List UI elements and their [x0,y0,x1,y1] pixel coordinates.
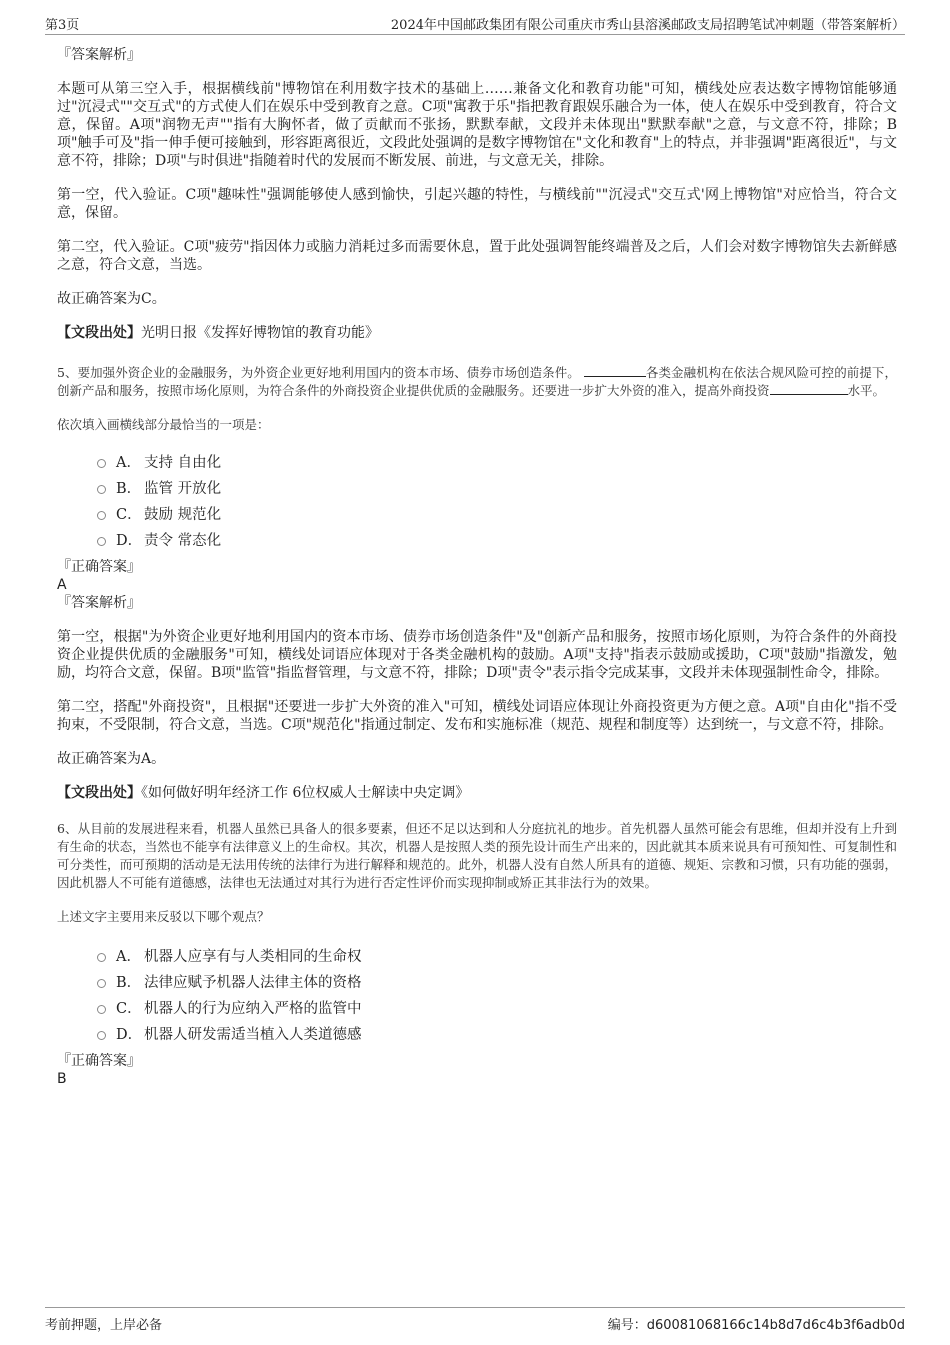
radio-icon[interactable] [97,1005,106,1014]
document-title: 2024年中国邮政集团有限公司重庆市秀山县溶溪邮政支局招聘笔试冲刺题（带答案解析） [390,18,905,33]
document-code [608,1314,905,1333]
option-a[interactable] [97,942,897,968]
question-6-options [97,942,897,1046]
page-header [45,12,905,35]
source-citation [57,784,897,802]
option-letter: D． [116,532,143,549]
question-6-prompt: 上述文字主要用来反驳以下哪个观点？ [57,909,270,924]
radio-icon[interactable] [97,459,106,468]
radio-icon[interactable] [97,1031,106,1040]
analysis-paragraph: 第一空，根据"为外资企业更好地利用国内的资本市场、债券市场创造条件"及"创新产品和服务，按照市场化原则，为符合条件的外商投资企业提供优质的金融服务"可知，横线处词语应体现对于各类金融机构的鼓励。A项"支持"指表示鼓励或援助，C项"鼓励"指激发，勉励，均符合文意，保留。B项"监管"指监督管理，与文意不符，排除；D项"责令"表示指令完成某事，文段并未体现强制性命令，排除。 [57,629,897,681]
fill-blank-2 [770,382,848,395]
code-label: 编号： [607,1318,647,1333]
question-5-text [57,364,897,400]
correct-answer: B [57,1071,67,1087]
option-letter: A． [116,948,141,965]
option-text: 机器人的行为应纳入严格的监管中 [144,1000,362,1017]
page-number: 第3页 [45,18,80,33]
footer-slogan: 考前押题，上岸必备 [45,1318,163,1333]
option-c[interactable] [97,994,897,1020]
code-value: d60081068166c14b8d7d6c4b3f6adb0d [646,1318,905,1333]
conclusion: 故正确答案为A。 [57,751,166,767]
analysis-label: 『答案解析』 [57,47,141,63]
option-a[interactable] [97,448,897,474]
radio-icon[interactable] [97,979,106,988]
option-text: 法律应赋予机器人法律主体的资格 [144,974,362,991]
option-letter: C． [116,506,142,523]
question-5-prompt: 依次填入画横线部分最恰当的一项是： [57,417,270,432]
analysis-paragraph: 第一空，代入验证。C项"趣味性"强调能够使人感到愉快，引起兴趣的特性，与横线前""沉浸式"交互式'网上博物馆"对应恰当，符合文意，保留。 [57,187,897,221]
radio-icon[interactable] [97,511,106,520]
option-letter: B． [116,974,142,991]
option-d[interactable] [97,1020,897,1046]
question-text-part: 5、要加强外资企业的金融服务，为外资企业更好地利用国内的资本市场、债券市场创造条件。 [57,365,580,380]
option-text: 机器人研发需适当植入人类道德感 [144,1026,362,1043]
question-6-text: 6、从目前的发展进程来看，机器人虽然已具备人的很多要素，但还不足以达到和人分庭抗礼的地步。首先机器人虽然可能会有思维，但却并没有上升到有生命的状态，当然也不能享有法律意义上的生命权。其次，机器人是按照人类的预先设计而生产出来的，因此就其本质来说具有可预知性、可复制性和可分类性，而可预期的活动是无法用传统的法律行为进行解释和规范的。此外，机器人没有自然人所具有的道德、规矩、宗教和习惯，只有功能的强弱，因此机器人不可能有道德感，法律也无法通过对其行为进行否定性评价而实现抑制或矫正其非法行为的效果。 [57,821,897,890]
option-letter: B． [116,480,142,497]
option-text: 责令 常态化 [144,532,222,549]
analysis-paragraph: 第二空，搭配"外商投资"，且根据"还要进一步扩大外资的准入"可知，横线处词语应体现让外商投资更为方便之意。A项"自由化"指不受拘束，不受限制，符合文意，当选。C项"规范化"指通过制定、发布和实施标准（规范、规程和制度等）达到统一，与文意不符，排除。 [57,699,897,733]
conclusion: 故正确答案为C。 [57,291,166,307]
analysis-label: 『答案解析』 [57,595,141,611]
question-text-part: 各类金融机构在依法合规风险可控的前提下，创新产品和服务，按照市场化原则，为符合条件的外商投资企业提供优质的金融服务。还要进一步扩大外资的准入，提高外商投资 [57,365,897,398]
radio-icon[interactable] [97,537,106,546]
page-footer [45,1307,905,1334]
option-text: 监管 开放化 [144,480,222,497]
option-text: 机器人应享有与人类相同的生命权 [144,948,362,965]
question-5-options [97,448,897,552]
source-label: 【文段出处】 [57,785,141,801]
radio-icon[interactable] [97,485,106,494]
option-letter: D． [116,1026,143,1043]
radio-icon[interactable] [97,953,106,962]
option-d[interactable] [97,526,897,552]
option-b[interactable] [97,968,897,994]
correct-answer-label: 『正确答案』 [57,559,141,575]
question-text-part: 水平。 [847,383,886,398]
source-label: 【文段出处】 [57,325,141,341]
analysis-paragraph: 第二空，代入验证。C项"疲劳"指因体力或脑力消耗过多而需要休息，置于此处强调智能终端普及之后，人们会对数字博物馆失去新鲜感之意，符合文意，当选。 [57,239,897,273]
source-text: 《如何做好明年经济工作 6位权威人士解读中央定调》 [141,785,470,801]
option-b[interactable] [97,474,897,500]
fill-blank-1 [584,364,646,377]
source-citation [57,324,897,342]
analysis-paragraph: 本题可从第三空入手，根据横线前"博物馆在利用数字技术的基础上……兼备文化和教育功能"可知，横线处应表达数字博物馆能够通过"沉浸式""交互式"的方式使人们在娱乐中受到教育之意。C项"寓教于乐"指把教育跟娱乐融合为一体，使人在娱乐中受到教育，符合文意，保留。A项"润物无声""指有大胸怀者，做了贡献而不张扬，默默奉献，文段并未体现出"默默奉献"之意，与文意不符，排除；B项"触手可及"指一伸手便可接触到，形容距离很近，文段此处强调的是数字博物馆在"文化和教育"上的特点，并非强调"距离很近"，与文意不符，排除；D项"与时俱进"指随着时代的发展而不断发展、前进，与文意无关，排除。 [57,81,897,169]
source-text: 光明日报《发挥好博物馆的教育功能》 [141,325,379,341]
option-letter: A． [116,454,141,471]
option-text: 支持 自由化 [144,454,222,471]
page-content [57,44,897,1088]
option-c[interactable] [97,500,897,526]
correct-answer: A [57,577,67,593]
option-letter: C． [116,1000,142,1017]
option-text: 鼓励 规范化 [144,506,222,523]
correct-answer-label: 『正确答案』 [57,1053,141,1069]
